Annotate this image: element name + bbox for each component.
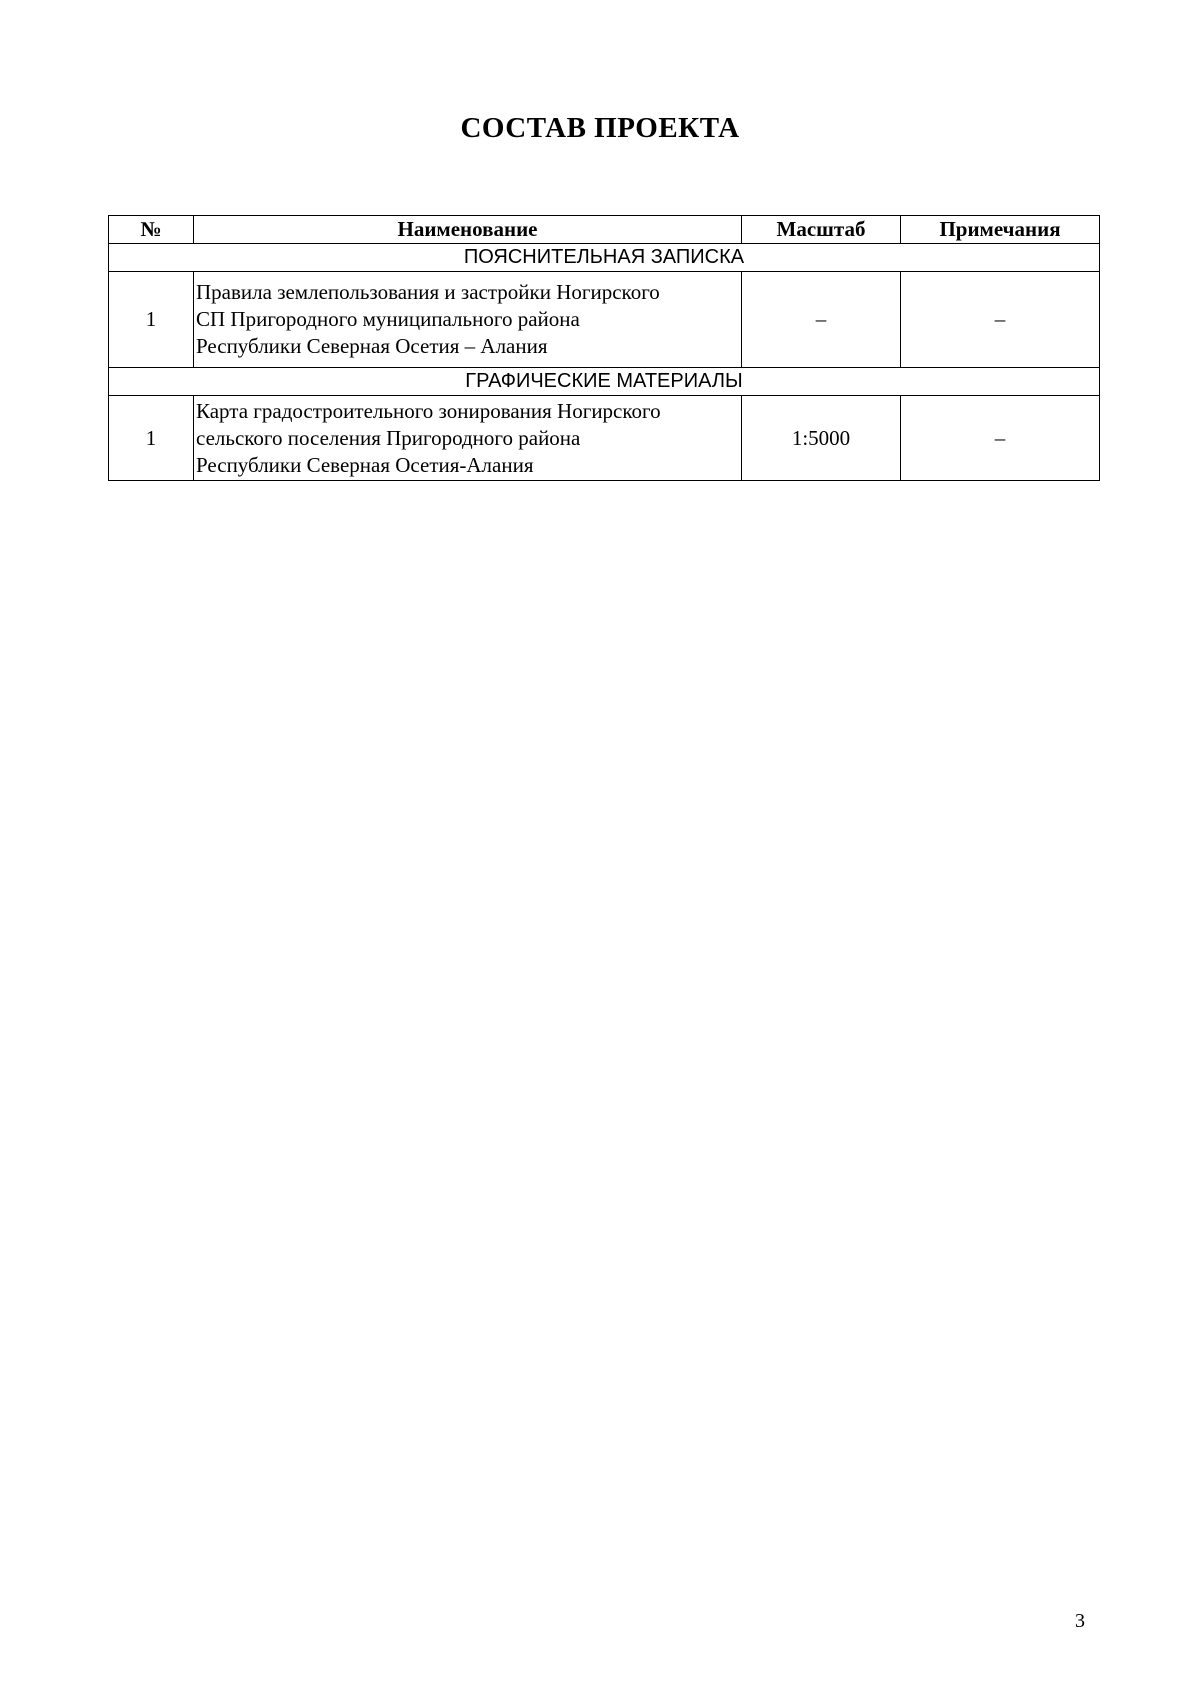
row-num: 1 [109, 396, 194, 481]
row-scale: 1:5000 [742, 396, 901, 481]
row-name [194, 272, 742, 368]
row-name-line: Республики Северная Осетия-Алания [196, 452, 534, 477]
project-composition-table [108, 215, 1100, 481]
header-num: № [109, 216, 194, 244]
page-number: 3 [1075, 1610, 1085, 1632]
row-name-line: Карта градостроительного зонирования Ногирского [196, 398, 661, 423]
section-title: ПОЯСНИТЕЛЬНАЯ ЗАПИСКА [109, 244, 1100, 272]
row-scale: – [742, 272, 901, 368]
row-name-line: сельского поселения Пригородного района [196, 425, 581, 450]
row-num: 1 [109, 272, 194, 368]
header-name: Наименование [194, 216, 742, 244]
table-row [109, 272, 1100, 368]
section-row [109, 244, 1100, 272]
table-row [109, 396, 1100, 481]
header-notes: Примечания [901, 216, 1100, 244]
row-name-line: Правила землепользования и застройки Ногирского [196, 280, 660, 304]
row-name-line: СП Пригородного муниципального района [196, 307, 580, 331]
header-scale: Масштаб [742, 216, 901, 244]
section-title: ГРАФИЧЕСКИЕ МАТЕРИАЛЫ [109, 368, 1100, 396]
row-notes: – [901, 272, 1100, 368]
page-title: СОСТАВ ПРОЕКТА [460, 112, 740, 144]
row-name-line: Республики Северная Осетия – Алания [196, 334, 548, 358]
row-notes: – [901, 396, 1100, 481]
table-header-row [109, 216, 1100, 244]
section-row [109, 368, 1100, 396]
row-name [194, 396, 742, 481]
